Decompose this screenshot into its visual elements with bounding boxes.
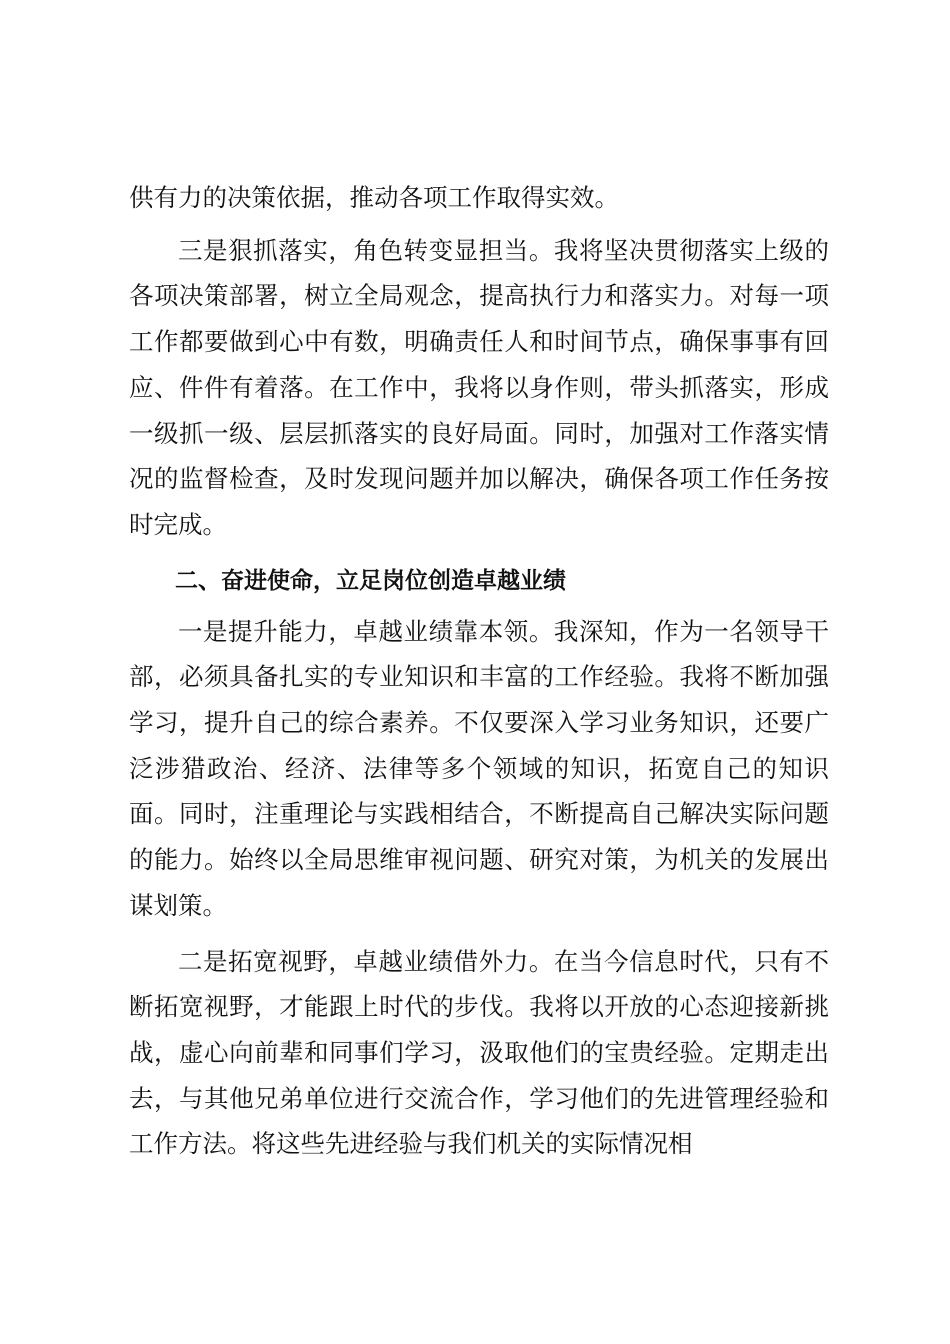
paragraph-point-one: 一是提升能力，卓越业绩靠本领。我深知，作为一名领导干部，必须具备扎实的专业知识和丰富的工作经验。我将不断加强学习，提升自己的综合素养。不仅要深入学习业务知识，还要广泛涉猎政治、经济、法律等多个领域的知识，拓宽自己的知识面。同时，注重理论与实践相结合，不断提高自己解决实际问题的能力。始终以全局思维审视问题、研究对策，为机关的发展出谋划策。	[129, 616, 829, 920]
paragraph-point-two: 二是拓宽视野，卓越业绩借外力。在当今信息时代，只有不断拓宽视野，才能跟上时代的步伐。我将以开放的心态迎接新挑战，虚心向前辈和同事们学习，汲取他们的宝贵经验。定期走出去，与其他兄弟单位进行交流合作，学习他们的先进管理经验和工作方法。将这些先进经验与我们机关的实际情况相	[129, 946, 829, 1159]
paragraph-continuation: 供有力的决策依据，推动各项工作取得实效。	[129, 183, 619, 212]
document-body	[129, 175, 829, 1167]
section-heading: 二、奋进使命，立足岗位创造卓越业绩	[175, 567, 566, 594]
paragraph-point-three: 三是狠抓落实，角色转变显担当。我将坚决贯彻落实上级的各项决策部署，树立全局观念，提高执行力和落实力。对每一项工作都要做到心中有数，明确责任人和时间节点，确保事事有回应、件件有着落。在工作中，我将以身作则，带头抓落实，形成一级抓一级、层层抓落实的良好局面。同时，加强对工作落实情况的监督检查，及时发现问题并加以解决，确保各项工作任务按时完成。	[129, 235, 829, 539]
